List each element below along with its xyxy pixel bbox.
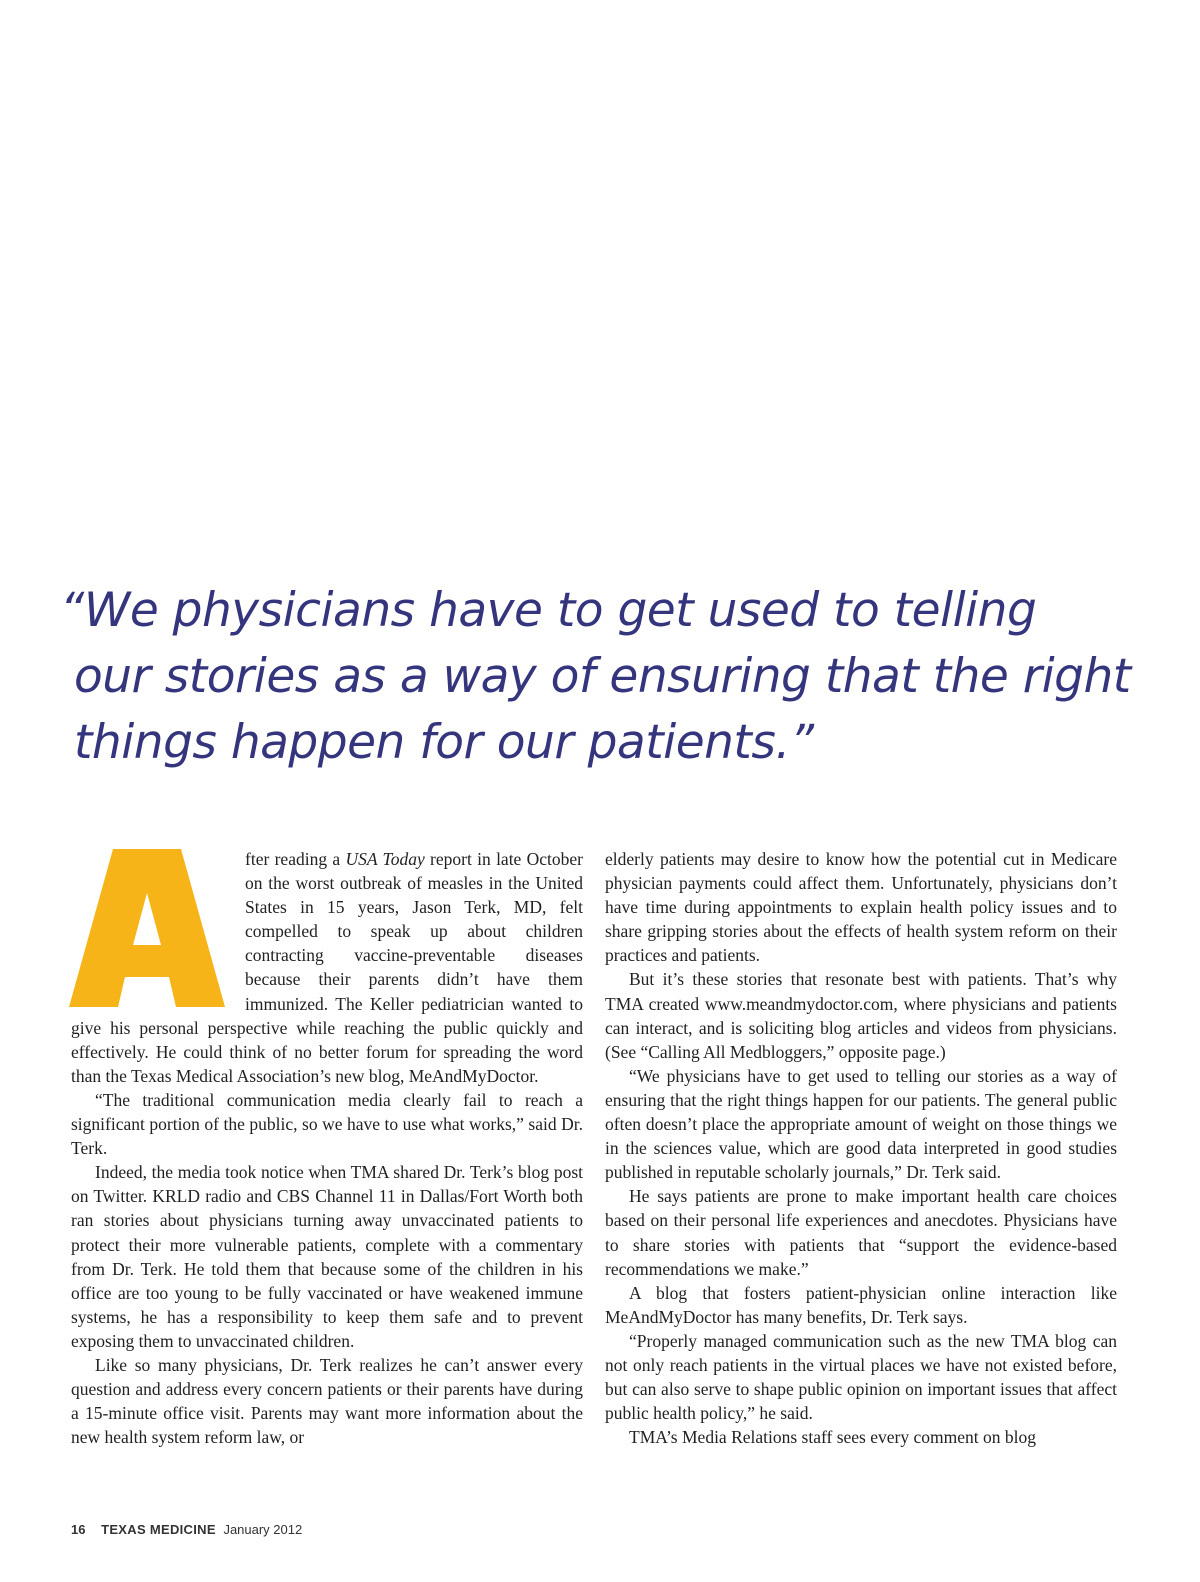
article-column-left (71, 847, 583, 1449)
pull-quote (60, 578, 1140, 776)
article-paragraph-continued: elderly patients may desire to know how the potential cut in Medicare physician payments could affect them. Unfortunately, physicians don’t have time during appointments to explain health policy issues and to share gripping stories about the effects of health system reform on their practices and patients. (605, 849, 1117, 966)
magazine-name: TEXAS MEDICINE (101, 1522, 216, 1537)
article-paragraph: TMA’s Media Relations staff sees every comment on blog (629, 1427, 1036, 1448)
pull-quote-line: “We physicians have to get used to telling (60, 583, 1037, 638)
page-footer (71, 1522, 302, 1537)
issue-date: January 2012 (223, 1522, 303, 1537)
publication-name: USA Today (345, 849, 425, 869)
drop-cap-letter-graphic (69, 849, 241, 1011)
article-column-right (605, 847, 1117, 1449)
pull-quote-line: our stories as a way of ensuring that the right (74, 649, 1131, 704)
article-paragraph: He says patients are prone to make important health care choices based on their personal life experiences and anecdotes. Physicians have to share stories with patients that “support the evidence-based recommendations we make.” (605, 1186, 1117, 1279)
article-paragraph: A blog that fosters patient-physician online interaction like MeAndMyDoctor has many benefits, Dr. Terk says. (605, 1282, 1117, 1327)
article-paragraph: But it’s these stories that resonate best with patients. That’s why TMA created www.meandmydoctor.com, where physicians and patients can interact, and is soliciting blog articles and videos from physicians. (See “Calling All Medbloggers,” opposite page.) (605, 969, 1117, 1062)
article-paragraph-1: fter reading a USA Today report in late October on the worst outbreak of measles in the United States in 15 years, Jason Terk, MD, felt compelled to speak up about children contracting vaccine-preventable diseases because their parents didn’t have them immunized. The Keller pediatrician wanted to give his personal perspective while reaching the public quickly and effectively. He could think of no better forum for spreading the word than the Texas Medical Association’s new blog, MeAndMyDoctor. (71, 849, 584, 1086)
pull-quote-line: things happen for our patients.” (74, 715, 814, 770)
article-paragraph: “We physicians have to get used to telling our stories as a way of ensuring that the right things happen for our patients. The general public often doesn’t place the appropriate amount of weight on those things we in the sciences value, which are good data interpreted in good studies published in reputable scholarly journals,” Dr. Terk said. (605, 1065, 1117, 1183)
article-paragraph: “The traditional communication media clearly fail to reach a significant portion of the public, so we have to use what works,” said Dr. Terk. (71, 1089, 583, 1159)
page-number: 16 (71, 1522, 86, 1537)
drop-cap (69, 849, 241, 1011)
article-paragraph: Indeed, the media took notice when TMA shared Dr. Terk’s blog post on Twitter. KRLD radio and CBS Channel 11 in Dallas/Fort Worth both ran stories about physicians turning away unvaccinated patients to protect their more vulnerable patients, complete with a commentary from Dr. Terk. He told them that because some of the children in his office are too young to be fully vaccinated or have weakened immune systems, he has a responsibility to keep them safe and to prevent exposing them to unvaccinated children. (71, 1162, 583, 1351)
article-paragraph: Like so many physicians, Dr. Terk realizes he can’t answer every question and address every concern patients or their parents have during a 15-minute office visit. Parents may want more information about the new health system reform law, or (71, 1354, 583, 1448)
article-paragraph: “Properly managed communication such as the new TMA blog can not only reach patients in the virtual places we have not existed before, but can also serve to shape public opinion on important issues that affect public health policy,” he said. (605, 1330, 1117, 1424)
